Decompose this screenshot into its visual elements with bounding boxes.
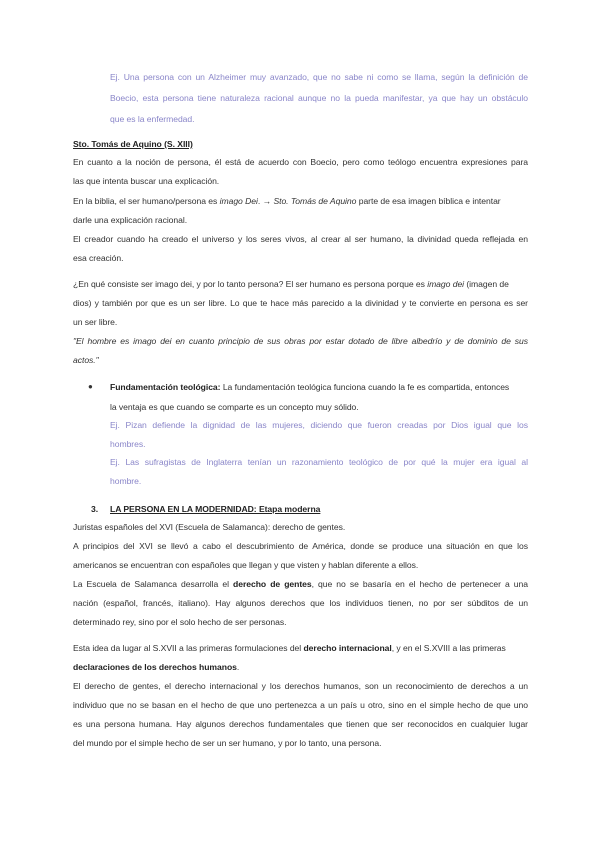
aquino-p2-line-2: darle una explicación racional. — [73, 215, 188, 225]
modernidad-p1: Juristas españoles del XVI (Escuela de Salamanca): derecho de gentes. — [73, 522, 346, 532]
aquino-quote-line-1: "El hombre es imago dei en cuanto principio de sus obras por estar dotado de libre albedrío y de dominio de sus — [73, 336, 528, 346]
section-number: 3. — [91, 504, 99, 514]
text-run: En la biblia, el ser humano/persona es — [73, 196, 220, 206]
modernidad-p2-line-2: americanos se encuentran con españoles que llegan y que visten y hablan diferente a ellos. — [73, 560, 419, 570]
aquino-p4-line-3: un ser libre. — [73, 317, 118, 327]
aquino-italic: Sto. Tomás de Aquino — [273, 196, 357, 206]
section-heading-modernidad: LA PERSONA EN LA MODERNIDAD: Etapa moderna — [110, 504, 321, 514]
declaraciones-bold: declaraciones de los derechos humanos — [73, 662, 237, 672]
aquino-p3-line-1: El creador cuando ha creado el universo y los seres vivos, al crear al ser humano, la divinidad queda reflejada en — [73, 234, 528, 244]
text-run: . — [236, 662, 240, 672]
bullet-line-1 — [110, 381, 509, 393]
intro-example-line-3: que es la enfermedad. — [110, 114, 195, 124]
aquino-p4-line-2: dios) y también por que es un ser libre. Lo que te hace más parecido a la divinidad y te convierte en persona es ser — [73, 298, 528, 308]
arrow-run: . → — [257, 196, 274, 206]
aquino-p2-line-1 — [73, 195, 501, 207]
modernidad-p5-line-2: individuo que no se basan en el hecho de que uno pertenezca a un país u otro, sino en el simple hecho de que uno — [73, 700, 528, 710]
modernidad-p3-line-3: determinado rey, sino por el solo hecho de ser personas. — [73, 617, 287, 627]
modernidad-p5-line-3: es una persona humana. Hay algunos derechos fundamentales que tienen que ser reconocidos en cualquier lugar — [73, 719, 528, 729]
bullet-example-1-line-2: hombres. — [110, 439, 146, 449]
bullet-line-2: la ventaja es que cuando se comparte es un concepto muy sólido. — [110, 402, 359, 412]
modernidad-p3-line-2: nación (español, francés, italiano). Hay algunos derechos que los individuos tienen, no por ser súbditos de un — [73, 598, 528, 608]
text-run: La fundamentación teológica funciona cuando la fe es compartida, entonces — [220, 382, 510, 392]
modernidad-p3-line-1 — [73, 578, 528, 590]
derecho-de-gentes-bold: derecho de gentes — [233, 579, 312, 589]
modernidad-p5-line-1: El derecho de gentes, el derecho internacional y los derechos humanos, son un reconocimiento de derechos a un — [73, 681, 528, 691]
aquino-p4-line-1 — [73, 278, 509, 290]
aquino-p1-line-2: las que intenta buscar una explicación. — [73, 176, 220, 186]
intro-example-line-2: Boecio, esta persona tiene naturaleza racional aunque no la pueda manifestar, ya que hay un obstáculo — [110, 93, 528, 103]
aquino-p1-line-1: En cuanto a la noción de persona, él está de acuerdo con Boecio, pero como teólogo encuentra expresiones para — [73, 157, 528, 167]
bullet-example-1-line-1: Ej. Pizan defiende la dignidad de las mujeres, diciendo que fueron creadas por Dios igual que los — [110, 420, 528, 430]
text-run: parte de esa imagen bíblica e intentar — [356, 196, 501, 206]
text-run: Esta idea da lugar al S.XVII a las primeras formulaciones del — [73, 643, 304, 653]
modernidad-p4-line-1 — [73, 642, 506, 654]
imago-dei-italic: imago dei — [427, 279, 465, 289]
imago-dei-italic: imago Dei — [219, 196, 258, 206]
modernidad-p5-line-4: del mundo por el simple hecho de ser un ser humano, y por lo tanto, una persona. — [73, 738, 382, 748]
bullet-example-2-line-2: hombre. — [110, 476, 142, 486]
text-run: La Escuela de Salamanca desarrolla el — [73, 579, 234, 589]
modernidad-p4-line-2 — [73, 661, 239, 673]
aquino-p3-line-2: esa creación. — [73, 253, 124, 263]
text-run: ¿En qué consiste ser imago dei, y por lo tanto persona? El ser humano es persona porque es — [73, 279, 428, 289]
bullet-dot: ● — [88, 382, 93, 391]
section-heading-aquino: Sto. Tomás de Aquino (S. XIII) — [73, 139, 193, 149]
text-run: (imagen de — [464, 279, 509, 289]
modernidad-p2-line-1: A principios del XVI se llevó a cabo el descubrimiento de América, donde se produce una situación en que los — [73, 541, 528, 551]
derecho-internacional-bold: derecho internacional — [303, 643, 392, 653]
bullet-label: Fundamentación teológica: — [110, 382, 221, 392]
text-run: , que no se basaría en el hecho de pertenecer a una — [311, 579, 528, 589]
aquino-quote-line-2: actos." — [73, 355, 99, 365]
bullet-example-2-line-1: Ej. Las sufragistas de Inglaterra tenían un razonamiento teológico de por qué la mujer era igual al — [110, 457, 528, 467]
intro-example-line-1: Ej. Una persona con un Alzheimer muy avanzado, que no sabe ni como se llama, según la definición de — [110, 72, 528, 82]
text-run: , y en el S.XVIII a las primeras — [391, 643, 506, 653]
